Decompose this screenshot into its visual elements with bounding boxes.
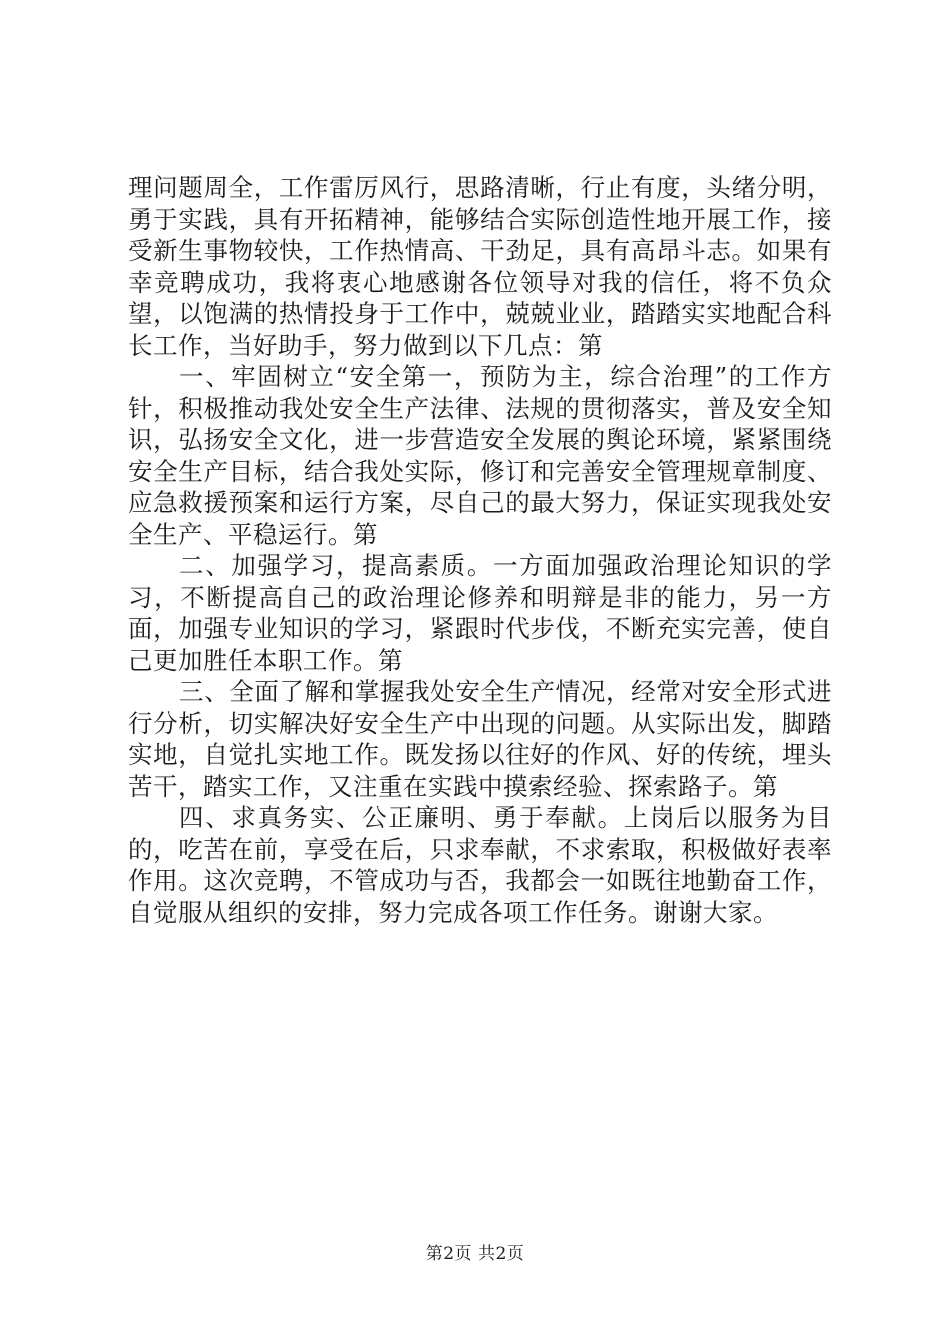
document-body: [128, 172, 832, 928]
paragraph-continuation: 理问题周全，工作雷厉风行，思路清晰，行止有度，头绪分明，勇于实践，具有开拓精神，能够结合实际创造性地开展工作，接受新生事物较快，工作热情高、干劲足，具有高昂斗志。如果有幸竞聘成功，我将衷心地感谢各位领导对我的信任，将不负众望，以饱满的热情投身于工作中，兢兢业业，踏踏实实地配合科长工作，当好助手，努力做到以下几点：第: [128, 173, 832, 360]
paragraph-point-four: 四、求真务实、公正廉明、勇于奉献。上岗后以服务为目的，吃苦在前，享受在后，只求奉献，不求索取，积极做好表率作用。这次竞聘，不管成功与否，我都会一如既往地勤奋工作，自觉服从组织的安排，努力完成各项工作任务。谢谢大家。: [128, 803, 832, 927]
paragraph-point-one: 一、牢固树立“安全第一，预防为主，综合治理”的工作方针，积极推动我处安全生产法律、法规的贯彻落实，普及安全知识，弘扬安全文化，进一步营造安全发展的舆论环境，紧紧围绕安全生产目标，结合我处实际，修订和完善安全管理规章制度、应急救援预案和运行方案，尽自己的最大努力，保证实现我处安全生产、平稳运行。第: [128, 362, 832, 549]
paragraph-point-three: 三、全面了解和掌握我处安全生产情况，经常对安全形式进行分析，切实解决好安全生产中出现的问题。从实际出发，脚踏实地，自觉扎实地工作。既发扬以往好的作风、好的传统，埋头苦干，踏实工作，又注重在实践中摸索经验、探索路子。第: [128, 677, 832, 801]
page-number-footer: 第2页 共2页: [425, 1244, 525, 1264]
paragraph-point-two: 二、加强学习，提高素质。一方面加强政治理论知识的学习，不断提高自己的政治理论修养和明辩是非的能力，另一方面，加强专业知识的学习，紧跟时代步伐，不断充实完善，使自己更加胜任本职工作。第: [128, 551, 832, 675]
